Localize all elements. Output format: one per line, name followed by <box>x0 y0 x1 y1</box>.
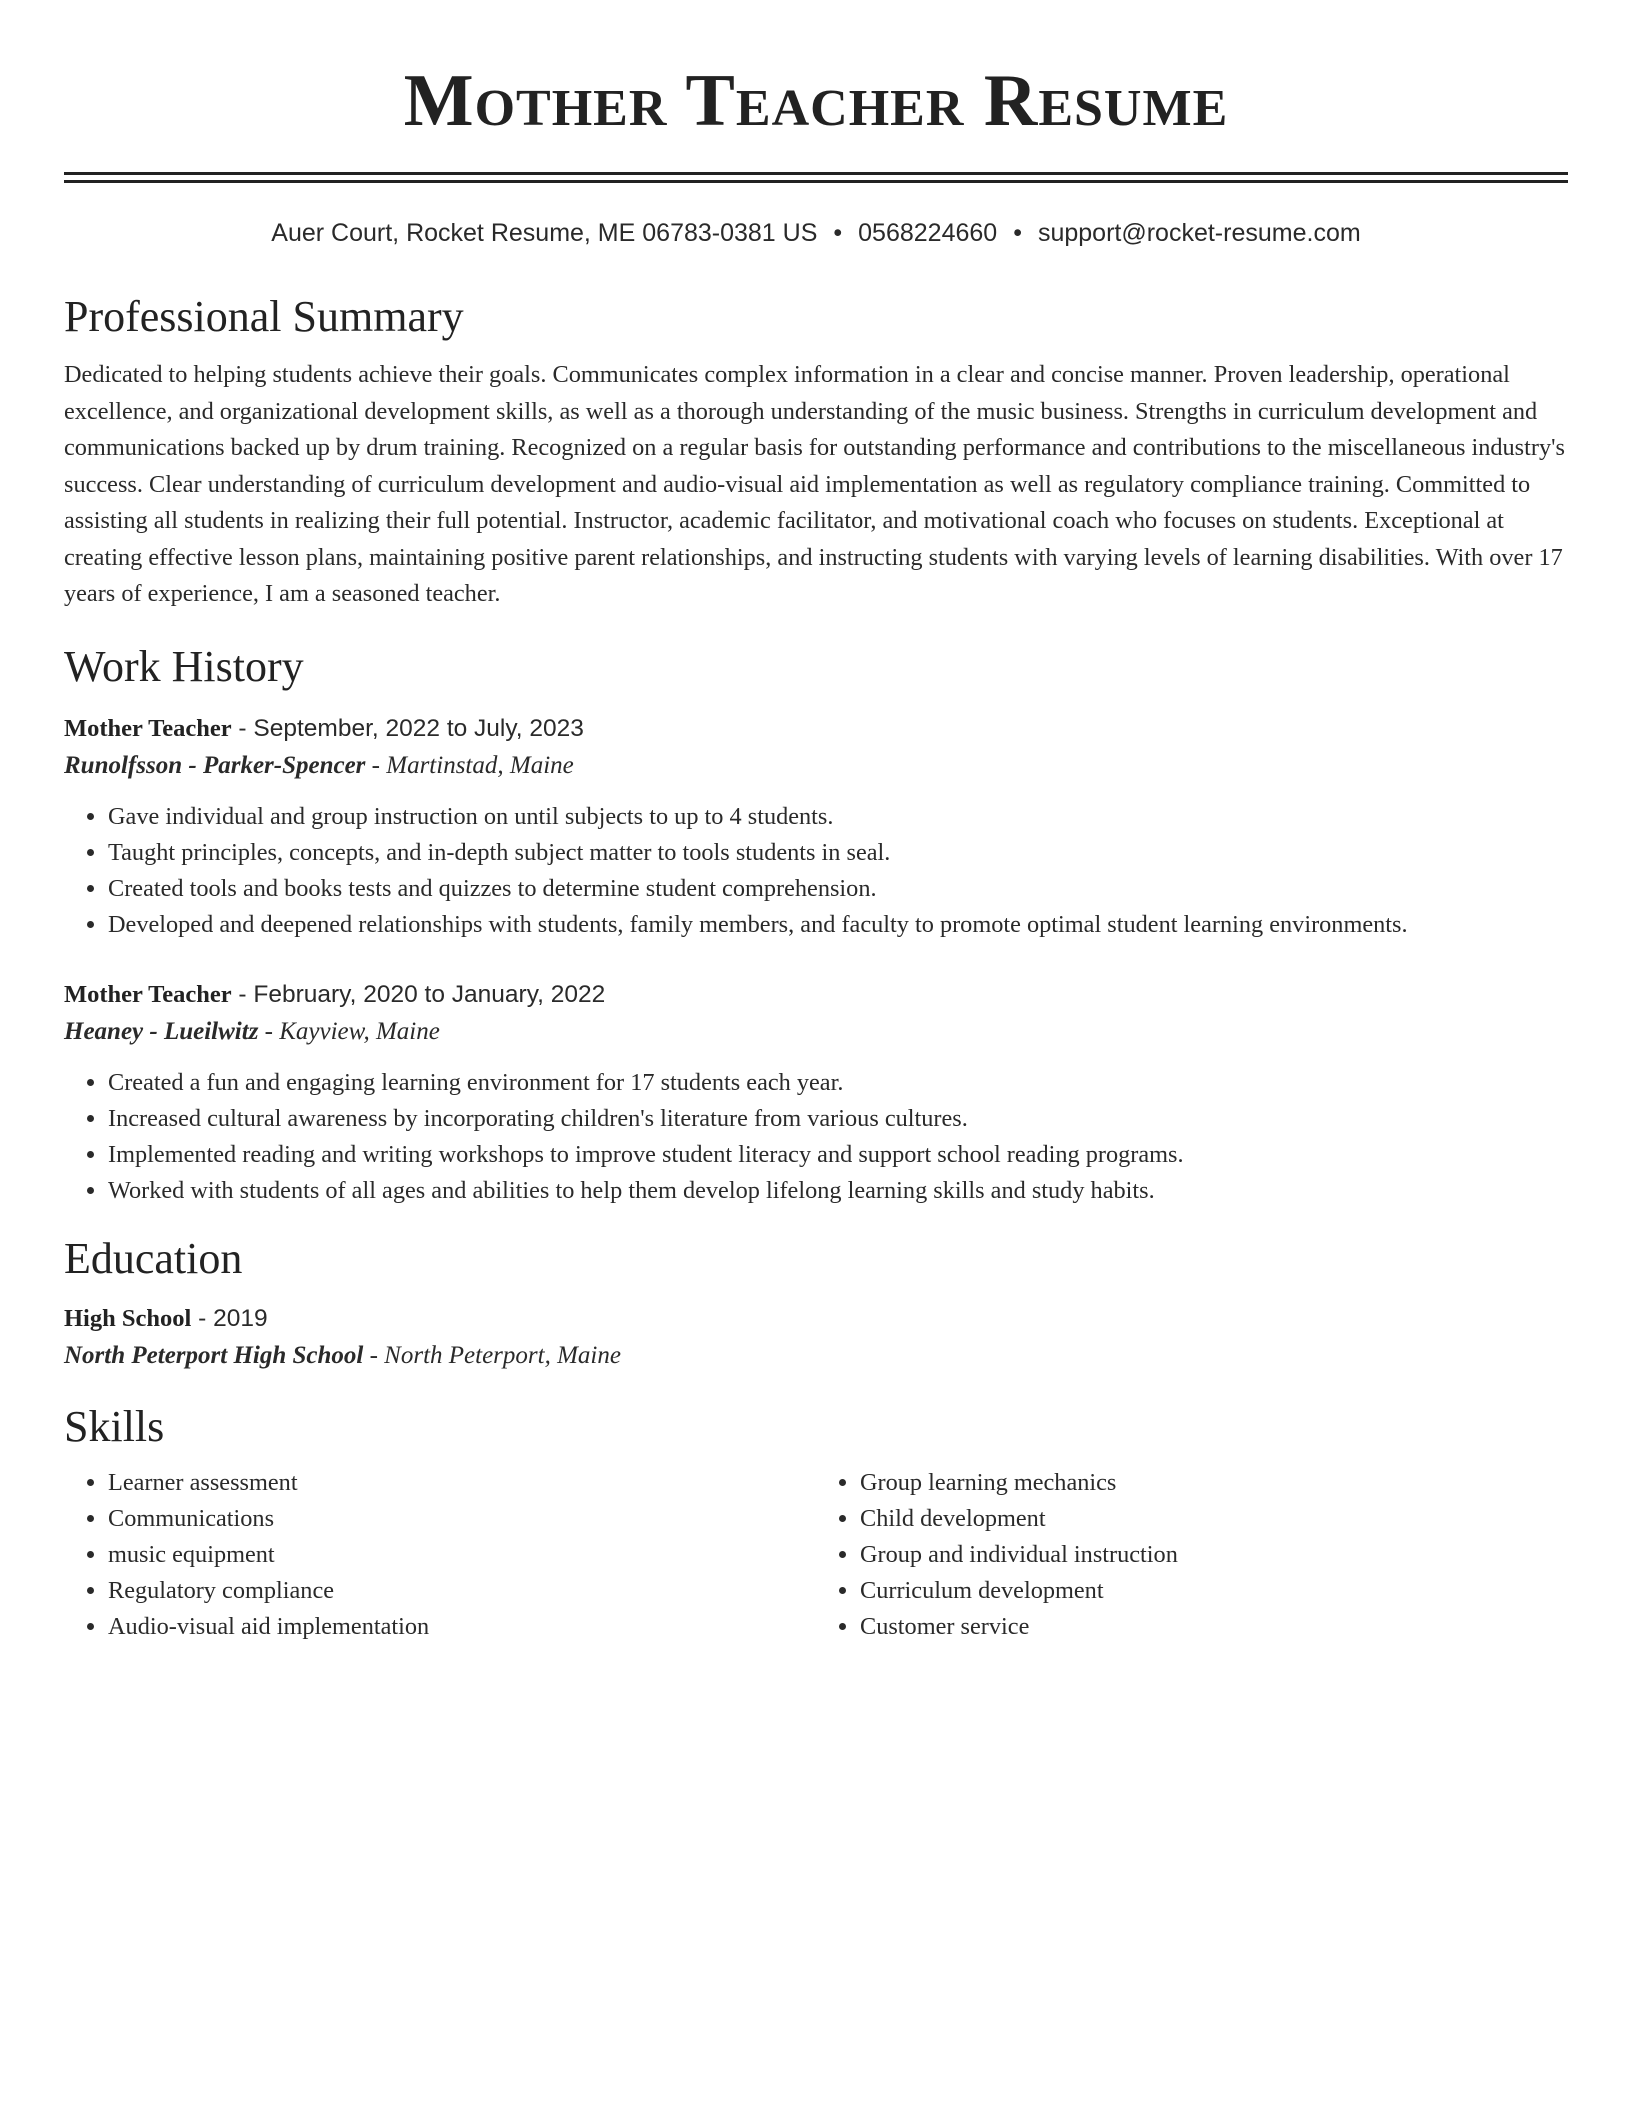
title-double-rule <box>64 172 1568 183</box>
summary-heading: Professional Summary <box>64 292 464 341</box>
degree-line <box>64 1301 1568 1337</box>
job-title: Mother Teacher <box>64 714 232 742</box>
bullet-separator: • <box>1013 219 1022 247</box>
list-item: • Taught principles, concepts, and in-depth subject matter to tools students in seal. <box>108 835 1568 871</box>
list-item: • Implemented reading and writing workshops to improve student literacy and support school reading programs. <box>108 1137 1568 1173</box>
work-history-heading: Work History <box>64 641 304 691</box>
list-item: • Group learning mechanics <box>860 1465 1568 1501</box>
list-item: • Increased cultural awareness by incorporating children's literature from various cultures. <box>108 1101 1568 1137</box>
list-item: • Group and individual instruction <box>860 1537 1568 1573</box>
education-entry <box>64 1301 1568 1375</box>
list-item: • Communications <box>108 1501 816 1537</box>
job-location: - Kayview, Maine <box>258 1017 440 1045</box>
job-title-line <box>64 711 1568 747</box>
skills-heading: Skills <box>64 1401 165 1451</box>
job-title: Mother Teacher <box>64 980 232 1008</box>
school-name: North Peterport High School <box>64 1341 364 1369</box>
school-location: - North Peterport, Maine <box>363 1341 621 1369</box>
job-company-line <box>64 1013 1568 1051</box>
list-item: • Audio-visual aid implementation <box>108 1609 816 1645</box>
contact-phone: 0568224660 <box>858 219 998 247</box>
list-item: • Developed and deepened relationships with students, family members, and faculty to promote optimal student learning environments. <box>108 907 1568 943</box>
job-company: Runolfsson - Parker-Spencer <box>64 751 366 779</box>
job-dates: - February, 2020 to January, 2022 <box>231 980 606 1008</box>
list-item: • music equipment <box>108 1537 816 1573</box>
job-company-line <box>64 747 1568 785</box>
job-title-line <box>64 977 1568 1013</box>
degree: High School <box>64 1304 192 1332</box>
list-item: • Curriculum development <box>860 1573 1568 1609</box>
degree-year: - 2019 <box>191 1304 268 1332</box>
bullet-separator: • <box>833 219 843 247</box>
contact-email: support@rocket-resume.com <box>1037 219 1361 247</box>
list-item: • Created a fun and engaging learning environment for 17 students each year. <box>108 1065 1568 1101</box>
job-bullets <box>64 1065 1568 1209</box>
list-item: • Gave individual and group instruction on until subjects to up to 4 students. <box>108 799 1568 835</box>
resume-title: Mother Teacher Resume <box>403 60 1229 142</box>
job-location: - Martinstad, Maine <box>365 751 574 779</box>
job-bullets <box>64 799 1568 943</box>
list-item: • Customer service <box>860 1609 1568 1645</box>
list-item: • Worked with students of all ages and abilities to help them develop lifelong learning skills and study habits. <box>108 1173 1568 1209</box>
skills-column-left <box>64 1465 816 1645</box>
job-dates: - September, 2022 to July, 2023 <box>231 714 584 742</box>
school-line <box>64 1337 1568 1375</box>
skills-column-right <box>816 1465 1568 1645</box>
list-item: • Created tools and books tests and quizzes to determine student comprehension. <box>108 871 1568 907</box>
contact-line <box>64 217 1568 249</box>
summary-text: Dedicated to helping students achieve their goals. Communicates complex information in a clear and concise manner. Proven leadership, operational excellence, and organizational development skills, as well as a thorough understanding of the music business. Strengths in curriculum development and communications backed up by drum training. Recognized on a regular basis for outstanding performance and contributions to the miscellaneous industry's success. Clear understanding of curriculum development and audio-visual aid implementation as well as regulatory compliance training. Committed to assisting all students in realizing their full potential. Instructor, academic facilitator, and motivational coach who focuses on students. Exceptional at creating effective lesson plans, maintaining positive parent relationships, and instructing students with varying levels of learning disabilities. With over 17 years of experience, I am a seasoned teacher. <box>64 361 1565 607</box>
job-entry <box>64 711 1568 943</box>
job-entry <box>64 977 1568 1209</box>
skills-grid <box>64 1465 1568 1645</box>
job-company: Heaney - Lueilwitz <box>64 1017 259 1045</box>
contact-address: Auer Court, Rocket Resume, ME 06783-0381 US <box>271 219 818 247</box>
education-heading: Education <box>64 1233 243 1283</box>
list-item: • Regulatory compliance <box>108 1573 816 1609</box>
list-item: • Child development <box>860 1501 1568 1537</box>
list-item: • Learner assessment <box>108 1465 816 1501</box>
